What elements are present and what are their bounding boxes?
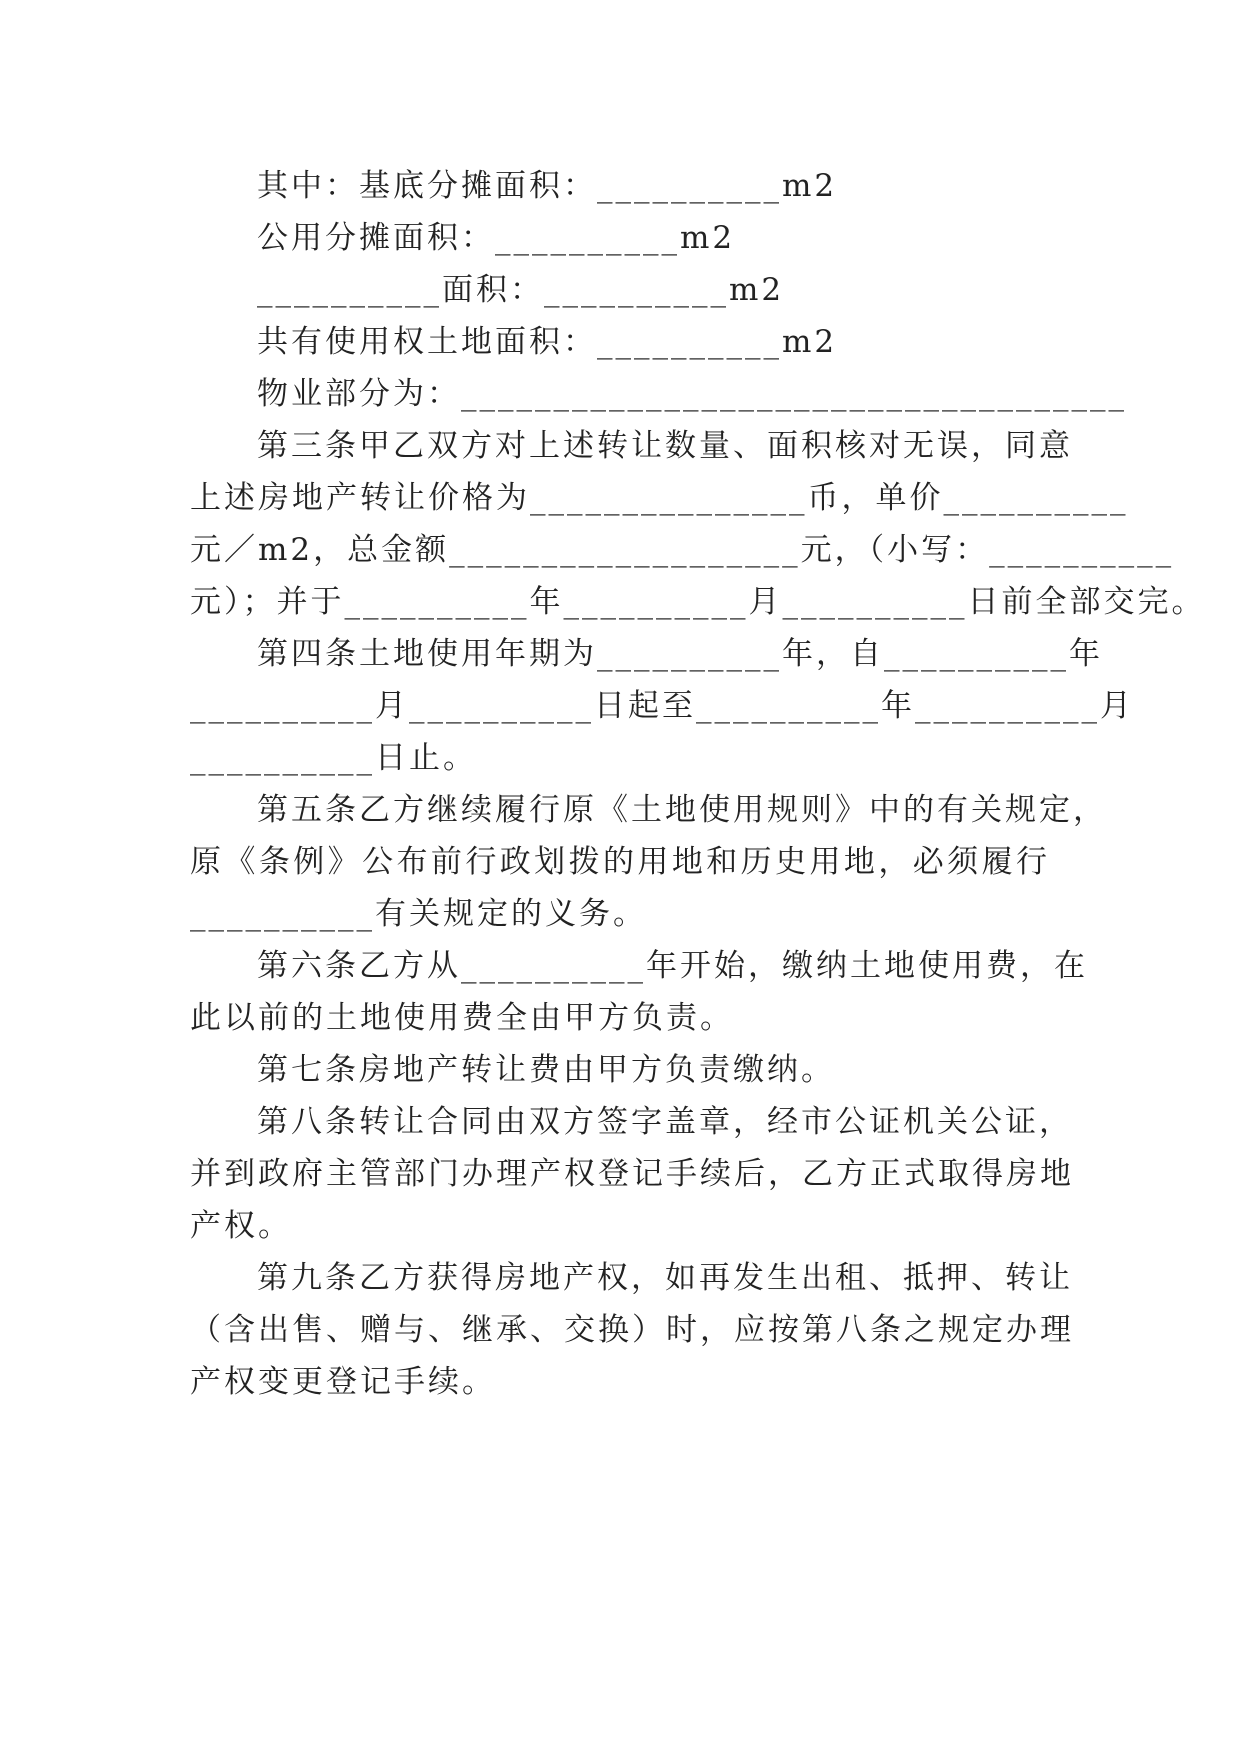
article-4-line-2: __________月__________日起至__________年__________月: [190, 688, 1134, 724]
line-other-area: __________面积：__________m2: [257, 272, 785, 308]
article-3-line-1: 第三条甲乙双方对上述转让数量、面积核对无误，同意: [257, 428, 1073, 464]
article-4-line-1: 第四条土地使用年期为__________年，自__________年: [257, 636, 1103, 672]
article-8-line-3: 产权。: [190, 1208, 292, 1244]
article-5-line-1: 第五条乙方继续履行原《土地使用规则》中的有关规定，: [257, 792, 1107, 828]
article-5-line-3: __________有关规定的义务。: [190, 896, 647, 932]
article-3-line-4: 元）；并于__________年__________月__________日前全部交完。: [190, 584, 1206, 620]
article-8-line-1: 第八条转让合同由双方签字盖章，经市公证机关公证，: [257, 1104, 1073, 1140]
line-base-area: 其中：基底分摊面积：__________m2: [257, 168, 838, 204]
line-property-part: 物业部分为：____________________________________: [257, 376, 1127, 412]
article-9-line-1: 第九条乙方获得房地产权，如再发生出租、抵押、转让: [257, 1260, 1073, 1296]
article-9-line-3: 产权变更登记手续。: [190, 1364, 496, 1400]
article-4-line-3: __________日止。: [190, 740, 477, 776]
article-5-line-2: 原《条例》公布前行政划拨的用地和历史用地，必须履行: [190, 844, 1050, 880]
article-3-line-2: 上述房地产转让价格为_______________币，单价__________: [190, 480, 1129, 516]
article-6-line-2: 此以前的土地使用费全由甲方负责。: [190, 1000, 734, 1036]
article-7-line-1: 第七条房地产转让费由甲方负责缴纳。: [257, 1052, 835, 1088]
line-public-area: 公用分摊面积：__________m2: [257, 220, 736, 256]
article-3-line-3: 元／m2，总金额___________________元，（小写：__________: [190, 532, 1175, 568]
article-9-line-2: （含出售、赠与、继承、交换）时，应按第八条之规定办理: [190, 1312, 1074, 1348]
article-6-line-1: 第六条乙方从__________年开始，缴纳土地使用费，在: [257, 948, 1088, 984]
article-8-line-2: 并到政府主管部门办理产权登记手续后，乙方正式取得房地: [190, 1156, 1074, 1192]
line-shared-land-area: 共有使用权土地面积：__________m2: [257, 324, 838, 360]
